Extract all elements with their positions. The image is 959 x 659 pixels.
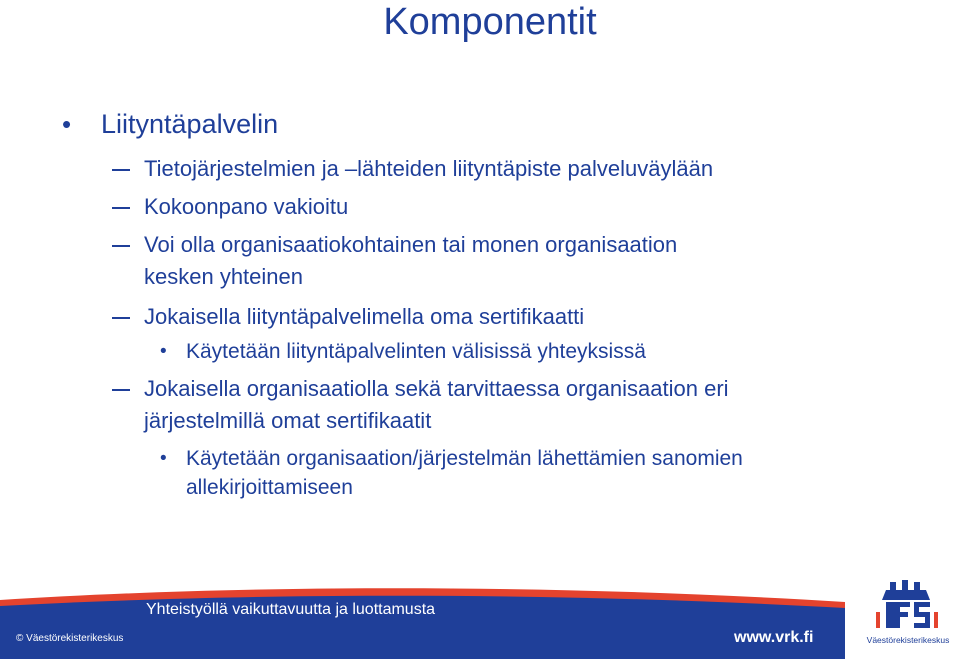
bullet-icon: •: [160, 448, 167, 469]
dash-icon: [112, 207, 130, 209]
bullet-level3: Käytetään organisaation/järjestelmän lähettämien sanomien: [186, 447, 743, 470]
bullet-level3: Käytetään liityntäpalvelinten välisissä yhteyksissä: [186, 340, 646, 363]
bullet-level3-continuation: allekirjoittamiseen: [186, 476, 353, 499]
bullet-level2: Tietojärjestelmien ja –lähteiden liityntäpiste palveluväylään: [144, 156, 714, 181]
dash-icon: [112, 169, 130, 171]
bullet-icon: •: [160, 341, 167, 362]
footer-copyright: © Väestörekisterikeskus: [16, 633, 124, 644]
footer-tagline: Yhteistyöllä vaikuttavuutta ja luottamusta: [146, 601, 436, 618]
bullet-level2: Jokaisella organisaatiolla sekä tarvittaessa organisaation eri: [144, 376, 729, 401]
bullet-level1: Liityntäpalvelin: [101, 109, 279, 139]
footer: [0, 576, 959, 659]
logo-text: Väestörekisterikeskus: [866, 635, 950, 645]
dash-icon: [112, 245, 130, 247]
bullet-icon: •: [62, 109, 72, 139]
footer-website-link[interactable]: www.vrk.fi: [734, 629, 814, 646]
bullet-level2: Kokoonpano vakioitu: [144, 194, 349, 219]
dash-icon: [112, 317, 130, 319]
vrk-logo: [856, 576, 959, 659]
slide-title: Komponentit: [383, 1, 597, 43]
bullet-level2-continuation: järjestelmillä omat sertifikaatit: [144, 408, 432, 433]
bullet-level2-continuation: kesken yhteinen: [144, 264, 303, 289]
vrk-logo-icon: [856, 576, 959, 636]
dash-icon: [112, 389, 130, 391]
bullet-level2: Voi olla organisaatiokohtainen tai monen organisaation: [144, 232, 678, 257]
footer-band: [0, 576, 959, 659]
bullet-level2: Jokaisella liityntäpalvelimella oma sertifikaatti: [144, 304, 585, 329]
